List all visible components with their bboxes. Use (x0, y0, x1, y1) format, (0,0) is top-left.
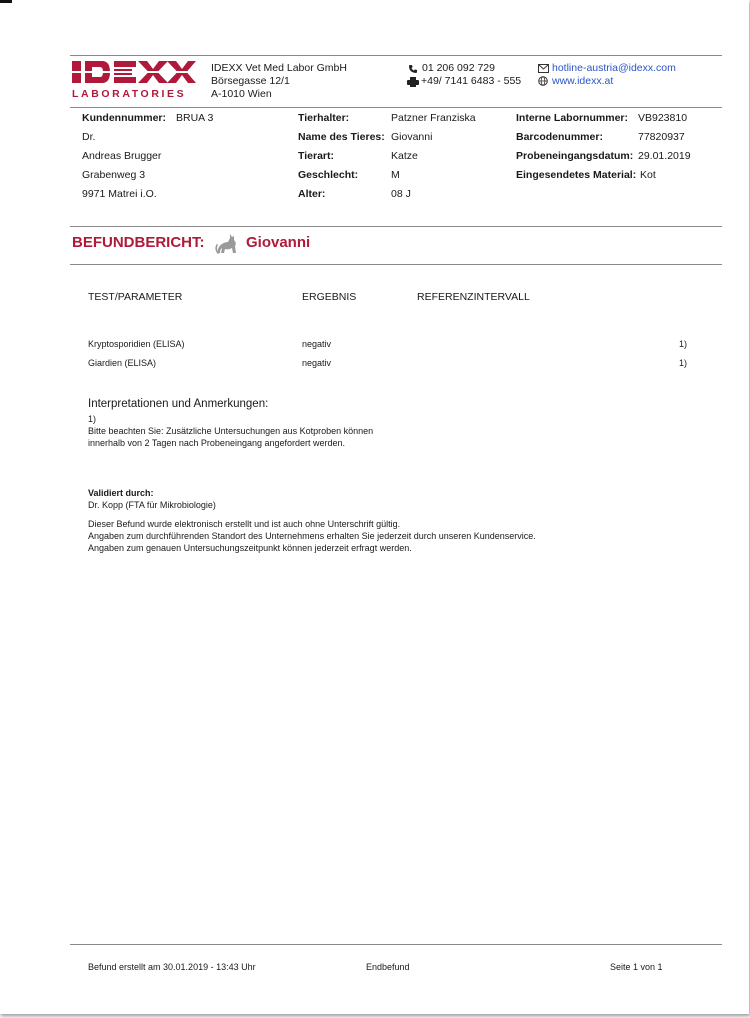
globe-icon (538, 76, 548, 86)
footer-status: Endbefund (366, 962, 410, 972)
material-value: Kot (640, 169, 656, 181)
note-marker: 1) (88, 414, 97, 424)
animal-name-value: Giovanni (391, 131, 433, 143)
logo-subtitle: LABORATORIES (72, 88, 187, 100)
footer-page-number: Seite 1 von 1 (610, 962, 663, 972)
disclaimer-line: Angaben zum genauen Untersuchungszeitpunkt können jederzeit erfragt werden. (88, 543, 412, 553)
phone-icon (408, 64, 418, 74)
footer-created: Befund erstellt am 30.01.2019 - 13:43 Uhr (88, 962, 256, 972)
result-row-value: negativ (302, 358, 332, 368)
header-bottom-rule (70, 107, 722, 108)
cat-icon (215, 232, 241, 254)
lab-phone: 01 206 092 729 (422, 62, 495, 74)
idexx-logo (72, 61, 198, 101)
sex-label: Geschlecht: (298, 169, 359, 181)
result-row-note: 1) (679, 358, 688, 368)
lab-email-link[interactable]: hotline-austria@idexx.com (552, 62, 676, 74)
note-line: innerhalb von 2 Tagen nach Probeneingang angefordert werden. (88, 438, 346, 448)
sex-value: M (391, 169, 400, 181)
disclaimer-line: Dieser Befund wurde elektronisch erstellt und ist auch ohne Unterschrift gültig. (88, 519, 401, 529)
lab-street: Börsegasse 12/1 (211, 75, 290, 87)
fax-icon (407, 77, 419, 87)
result-row-parameter: Giardien (ELISA) (88, 358, 157, 368)
lab-number-label: Interne Labornummer: (516, 112, 629, 124)
result-row-note: 1) (679, 339, 688, 349)
barcode-value: 77820937 (638, 131, 685, 143)
header-top-rule (70, 55, 722, 56)
customer-street: Grabenweg 3 (82, 169, 146, 181)
species-label: Tierart: (298, 150, 334, 162)
report-title: BEFUNDBERICHT: (72, 234, 205, 251)
validated-heading: Validiert durch: (88, 488, 154, 498)
validated-by: Dr. Kopp (FTA für Mikrobiologie) (88, 500, 216, 510)
owner-label: Tierhalter: (298, 112, 350, 124)
owner-value: Patzner Franziska (391, 112, 476, 124)
customer-number-label: Kundennummer: (82, 112, 166, 124)
disclaimer-line: Angaben zum durchführenden Standort des Unternehmens erhalten Sie jederzeit durch unseren Kundenservice. (88, 531, 536, 541)
customer-number: BRUA 3 (176, 112, 214, 124)
lab-fax: +49/ 7141 6483 - 555 (421, 75, 522, 87)
species-value: Katze (391, 150, 418, 162)
lab-number-value: VB923810 (638, 112, 688, 124)
lab-city: A-1010 Wien (211, 88, 272, 100)
animal-name-label: Name des Tieres: (298, 131, 385, 143)
age-value: 08 J (391, 188, 411, 200)
column-header-reference: REFERENZINTERVALL (417, 291, 530, 303)
scan-corner-mark (0, 0, 12, 3)
barcode-label: Barcodenummer: (516, 131, 603, 143)
received-date-value: 29.01.2019 (638, 150, 691, 162)
age-label: Alter: (298, 188, 326, 200)
material-label: Eingesendetes Material: (516, 169, 637, 181)
lab-name: IDEXX Vet Med Labor GmbH (211, 62, 347, 74)
result-row-value: negativ (302, 339, 332, 349)
lab-web-link[interactable]: www.idexx.at (552, 75, 614, 87)
idexx-wordmark-icon (72, 61, 196, 83)
report-animal-name: Giovanni (246, 234, 311, 251)
customer-name: Andreas Brugger (82, 150, 162, 162)
interpretation-heading: Interpretationen und Anmerkungen: (88, 398, 269, 410)
footer-rule (70, 944, 722, 945)
note-line: Bitte beachten Sie: Zusätzliche Untersuchungen aus Kotproben können (88, 426, 374, 436)
email-icon (538, 64, 549, 73)
customer-title: Dr. (82, 131, 96, 143)
column-header-parameter: TEST/PARAMETER (88, 291, 183, 303)
column-header-result: ERGEBNIS (302, 291, 357, 303)
title-bottom-rule (70, 264, 722, 265)
title-top-rule (70, 226, 722, 227)
result-row-parameter: Kryptosporidien (ELISA) (88, 339, 185, 349)
received-date-label: Probeneingangsdatum: (516, 150, 634, 162)
customer-city: 9971 Matrei i.O. (82, 188, 157, 200)
